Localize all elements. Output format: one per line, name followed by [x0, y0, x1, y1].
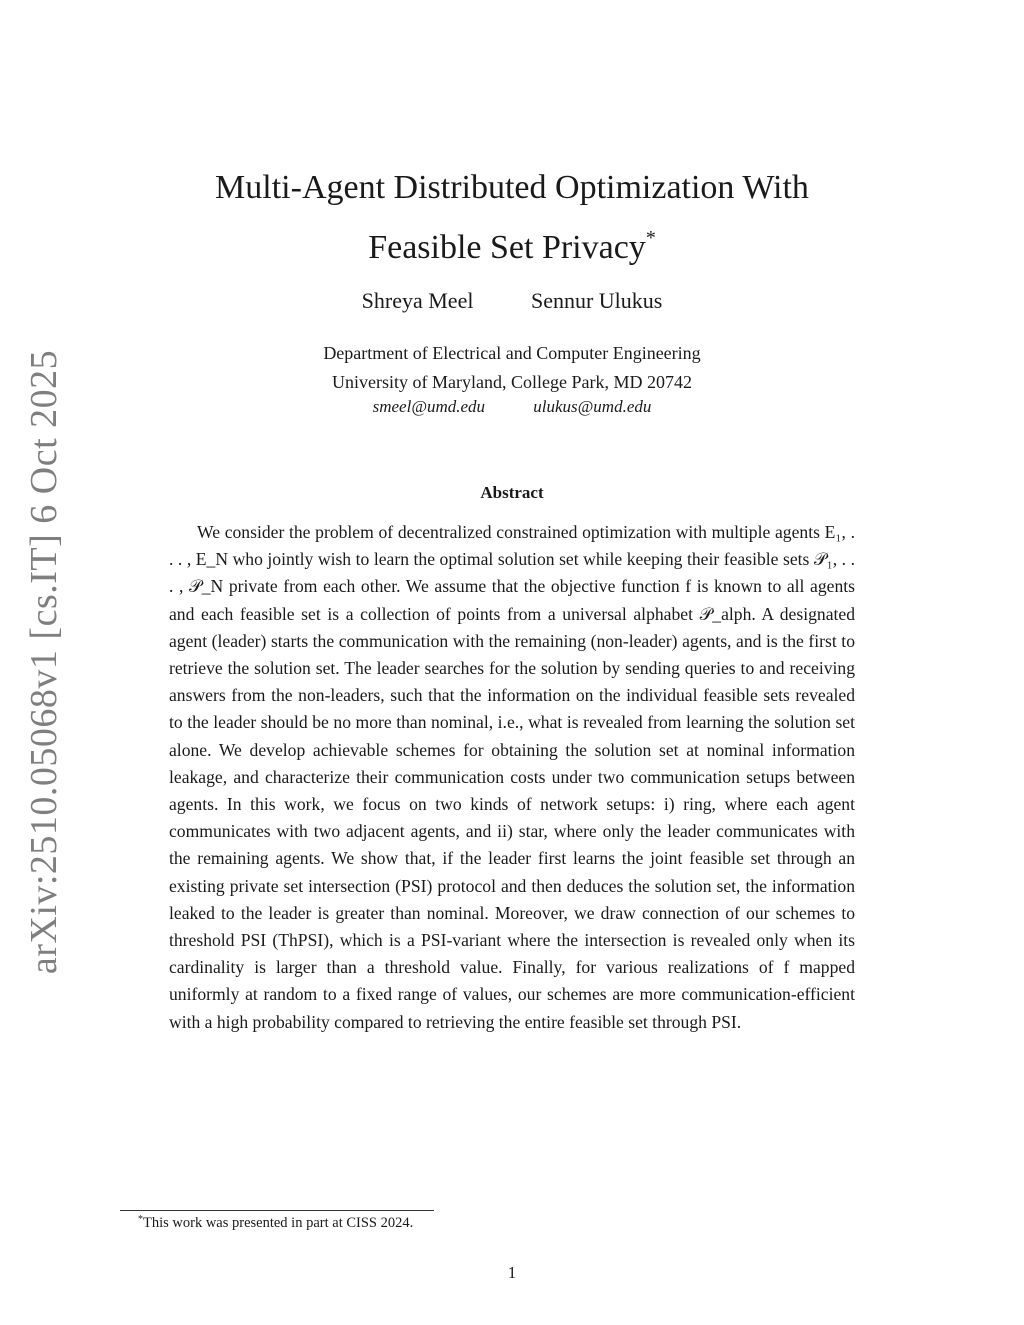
abstract-body: We consider the problem of decentralized constrained optimization with multiple agents E₁, . . . , E_N who jointly wish to learn the optimal solution set while keeping their feasible sets 𝒫₁, . . . , 𝒫_N private from each other. We assume that the objective function f is known to all agents and each feasible set is a collection of points from a universal alphabet 𝒫_alph. A designated agent (leader) starts the communication with the remaining (non-leader) agents, and is the first to retrieve the solution set. The leader searches for the solution by sending queries to and receiving answers from the non-leaders, such that the information on the individual feasible sets revealed to the leader should be no more than nominal, i.e., what is revealed from learning the solution set alone. We develop achievable schemes for obtaining the solution set at nominal information leakage, and characterize their communication costs under two communication setups between agents. In this work, we focus on two kinds of network setups: i) ring, where each agent communicates with two adjacent agents, and ii) star, where only the leader communicates with the remaining agents. We show that, if the leader first learns the joint feasible set through an existing private set intersection (PSI) protocol and then deduces the solution set, the information leaked to the leader is greater than nominal. Moreover, we draw connection of our schemes to threshold PSI (ThPSI), which is a PSI-variant where the intersection is revealed only when its cardinality is larger than a threshold value. Finally, for various realizations of f mapped uniformly at random to a fixed range of values, our schemes are more communication-efficient with a high probability compared to retrieving the entire feasible set through PSI. [169, 522, 855, 1032]
footnote [138, 1214, 413, 1232]
author-list [0, 288, 1024, 314]
footnote-marker: * [138, 1214, 143, 1225]
footnote-divider [120, 1210, 434, 1211]
title-line-1: Multi-Agent Distributed Optimization With [215, 169, 809, 206]
affiliation-university: University of Maryland, College Park, MD 20742 [332, 372, 692, 392]
abstract-heading: Abstract [480, 483, 544, 502]
email-link[interactable]: smeel@umd.edu [372, 397, 486, 416]
title-line-2 [0, 213, 1024, 273]
arxiv-stamp: arXiv:2510.05068v1 [cs.IT] 6 Oct 2025 [23, 349, 65, 975]
title-footnote-marker[interactable]: * [645, 227, 656, 249]
author-emails [0, 397, 1024, 417]
paper-title [0, 163, 1024, 273]
author-name: Shreya Meel [361, 288, 474, 313]
title-line-2-text: Feasible Set Privacy [368, 229, 646, 266]
page-number: 1 [507, 1263, 517, 1282]
affiliation-department: Department of Electrical and Computer Engineering [323, 343, 701, 363]
footnote-text: This work was presented in part at CISS 2024. [143, 1215, 414, 1231]
author-name: Sennur Ulukus [530, 288, 663, 313]
email-link[interactable]: ulukus@umd.edu [533, 397, 652, 416]
